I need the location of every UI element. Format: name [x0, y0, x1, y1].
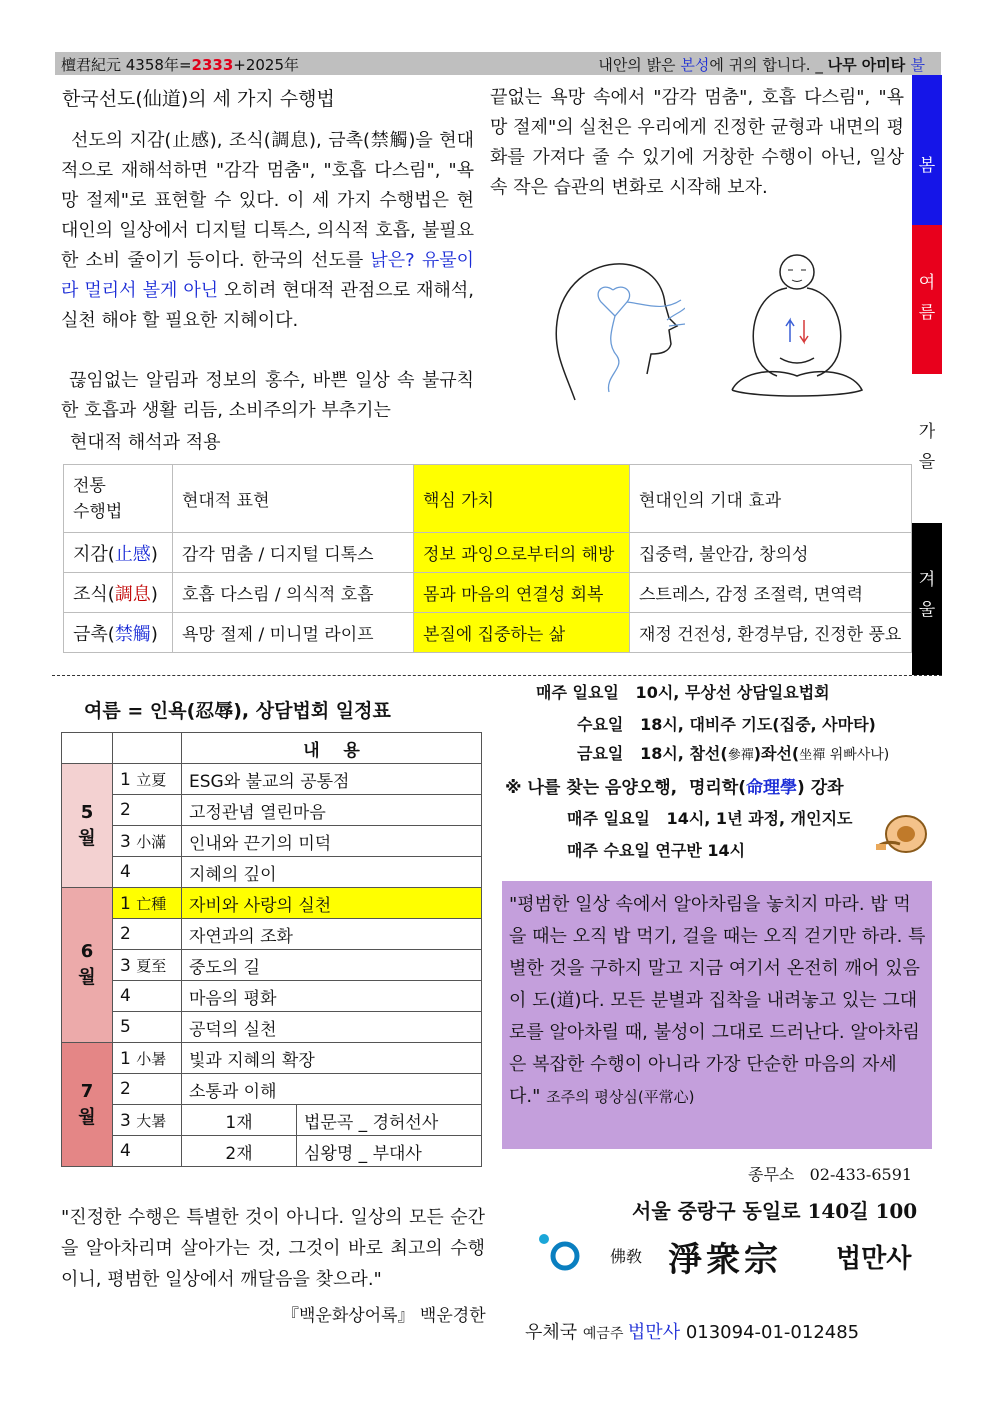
schedule-header-row	[62, 733, 482, 764]
schedule-row	[62, 826, 482, 857]
header-cell: 내 용	[182, 733, 482, 764]
week-cell: 1 小暑	[113, 1043, 182, 1074]
week-cell: 4	[113, 1136, 182, 1167]
schedule-row	[62, 950, 482, 981]
quote-box-text: "평범한 일상 속에서 알아차림을 놓치지 마라. 밥 먹을 때는 오직 밥 먹기, 걸을 때는 오직 걷기만 하라. 특별한 것을 구하지 말고 지금 여기서 온전히 깨어 있음이 도(道)다. 모든 분별과 집착을 내려놓고 있는 그대로를 알아차릴 때, 불성이 그대로 드러난다. 알아차림은 복잡한 수행이 아니라 가장 단순한 마음의 자세다." 조주의 평상심(平常心)	[509, 894, 926, 1107]
quote-box	[502, 881, 932, 1149]
topic-cell: 고정관념 열린마음	[182, 795, 482, 826]
article-paragraph-1: 선도의 지감(止感), 조식(調息), 금촉(禁觸)을 현대적으로 재해석하면 "감각 멈춤", "호흡 다스림", "욕망 절제"로 표현할 수 있다. 이 세 가지 수행법은 현대인의 일상에서 디지털 디톡스, 의식적 호흡, 불필요한 소비 줄이기 등이다. 한국의 선도를 낡은? 유물이라 멀리서 볼게 아닌 오히려 현대적 관점으로 재해석, 실천 해야 할 필요한 지혜이다.	[61, 130, 475, 331]
service-wednesday: 수요일 18시, 대비주 기도(집중, 사마타)	[577, 715, 876, 734]
month-5: 5 월	[62, 764, 113, 888]
practice-table	[63, 464, 912, 653]
week-cell: 4	[113, 981, 182, 1012]
topic-cell: 자비와 사랑의 실천	[182, 888, 482, 919]
schedule-row	[62, 795, 482, 826]
table-row	[64, 613, 912, 653]
week-cell: 1 亡種	[113, 888, 182, 919]
week-cell: 5	[113, 1012, 182, 1043]
topic-cell: ESG와 불교의 공통점	[182, 764, 482, 795]
week-cell: 1 立夏	[113, 764, 182, 795]
practice-name: 조식(調息)	[64, 573, 173, 613]
topic-detail-cell: 심왕명 _ 부대사	[297, 1136, 482, 1167]
schedule-row	[62, 1136, 482, 1167]
section-divider	[52, 675, 942, 676]
core-value: 본질에 집중하는 삶	[414, 613, 630, 653]
address: 서울 중랑구 동일로 140길 100	[632, 1199, 918, 1223]
expected-effect: 집중력, 불안감, 창의성	[630, 533, 912, 573]
service-sunday: 매주 일요일 10시, 무상선 상담일요법회	[536, 683, 830, 702]
topic-detail-cell: 법문곡 _ 경허선사	[297, 1105, 482, 1136]
schedule-row	[62, 764, 482, 795]
modern-expression: 욕망 절제 / 미니멀 라이프	[173, 613, 414, 653]
header-date: 檀君紀元 4358年=2333+2025年	[61, 56, 300, 74]
schedule-row	[62, 1043, 482, 1074]
temple-logo-icon	[537, 1232, 591, 1272]
article-title: 한국선도(仙道)의 세 가지 수행법	[62, 88, 335, 110]
breathing-head-illustration	[535, 252, 685, 402]
bottom-quote-source: 『백운화상어록』 백운경한	[282, 1306, 486, 1326]
temple-name: 법만사	[836, 1244, 912, 1274]
modern-expression: 호흡 다스림 / 의식적 호흡	[173, 573, 414, 613]
header-cell	[113, 733, 182, 764]
header-cell: 전통 수행법	[64, 465, 173, 533]
bell-icon	[872, 812, 932, 858]
week-cell: 3 夏至	[113, 950, 182, 981]
schedule-row	[62, 1105, 482, 1136]
schedule-title: 여름 = 인욕(忍辱), 상담법회 일정표	[84, 700, 391, 722]
week-cell: 3 小滿	[113, 826, 182, 857]
header-cell	[62, 733, 113, 764]
logo-sect-name: 淨衆宗	[668, 1240, 782, 1280]
month-7: 7 월	[62, 1043, 113, 1167]
table-row	[64, 533, 912, 573]
topic-cell: 2재	[182, 1136, 297, 1167]
header-cell: 현대적 표현	[173, 465, 414, 533]
schedule-table	[61, 732, 482, 1167]
schedule-row	[62, 1012, 482, 1043]
expected-effect: 재정 건전성, 환경부담, 진정한 풍요	[630, 613, 912, 653]
table-header-row	[64, 465, 912, 533]
topic-cell: 빛과 지혜의 확장	[182, 1043, 482, 1074]
table-row	[64, 573, 912, 613]
article-paragraph-right: 끝없는 욕망 속에서 "감각 멈춤", 호흡 다스림", "욕망 절제"의 실천은 우리에게 진정한 균형과 내면의 평화를 가져다 줄 수 있기에 거창한 수행이 아닌, 일상 속 작은 습관의 변화로 시작해 보자.	[490, 87, 904, 198]
topic-cell: 소통과 이해	[182, 1074, 482, 1105]
month-6: 6 월	[62, 888, 113, 1043]
schedule-row	[62, 1074, 482, 1105]
season-autumn: 가 을	[918, 422, 936, 472]
topic-cell: 공덕의 실천	[182, 1012, 482, 1043]
season-winter: 겨 울	[912, 523, 942, 675]
season-summer: 여 름	[912, 225, 942, 374]
table-caption: 현대적 해석과 적용	[70, 432, 221, 453]
header-motto: 내안의 밝은 본성에 귀의 합니다. _ 나무 아미타 불	[598, 56, 925, 74]
week-cell: 2	[113, 795, 182, 826]
topic-cell: 자연과의 조화	[182, 919, 482, 950]
topic-cell: 1재	[182, 1105, 297, 1136]
schedule-row	[62, 888, 482, 919]
header-bar	[55, 52, 941, 75]
bottom-quote: "진정한 수행은 특별한 것이 아니다. 일상의 모든 순간을 알아차리며 살아가는 것, 그것이 바로 최고의 수행이니, 평범한 일상에서 깨달음을 찾으라."	[61, 1207, 485, 1290]
schedule-row	[62, 981, 482, 1012]
season-spring: 봄	[912, 75, 942, 225]
topic-cell: 중도의 길	[182, 950, 482, 981]
office-phone: 종무소 02-433-6591	[748, 1165, 913, 1184]
schedule-row	[62, 919, 482, 950]
lecture-title: ※ 나를 찾는 음양오행, 명리학(命理學) 강좌	[505, 778, 844, 798]
lecture-wednesday: 매주 수요일 연구반 14시	[567, 841, 746, 860]
modern-expression: 감각 멈춤 / 디지털 디톡스	[173, 533, 414, 573]
logo-buddhism: 佛敎	[610, 1247, 643, 1266]
service-friday: 금요일 18시, 참선(參禪)좌선(坐禪 위빠사나)	[577, 744, 890, 763]
practice-name: 금촉(禁觸)	[64, 613, 173, 653]
schedule-row	[62, 857, 482, 888]
topic-cell: 마음의 평화	[182, 981, 482, 1012]
expected-effect: 스트레스, 감정 조절력, 면역력	[630, 573, 912, 613]
practice-name: 지감(止感)	[64, 533, 173, 573]
core-value: 몸과 마음의 연결성 회복	[414, 573, 630, 613]
core-value: 정보 과잉으로부터의 해방	[414, 533, 630, 573]
week-cell: 4	[113, 857, 182, 888]
lecture-sunday: 매주 일요일 14시, 1년 과정, 개인지도	[567, 809, 853, 828]
topic-cell: 인내와 끈기의 미덕	[182, 826, 482, 857]
week-cell: 2	[113, 1074, 182, 1105]
topic-cell: 지혜의 깊이	[182, 857, 482, 888]
meditation-figure-illustration	[722, 250, 872, 400]
header-cell: 핵심 가치	[414, 465, 630, 533]
header-cell: 현대인의 기대 효과	[630, 465, 912, 533]
article-paragraph-2: 끊임없는 알림과 정보의 홍수, 바쁜 일상 속 불규칙한 호흡과 생활 리듬, 소비주의가 부추기는	[61, 370, 474, 421]
bank-account: 우체국 예금주 법만사 013094-01-012485	[525, 1322, 860, 1343]
week-cell: 2	[113, 919, 182, 950]
week-cell: 3 大暑	[113, 1105, 182, 1136]
